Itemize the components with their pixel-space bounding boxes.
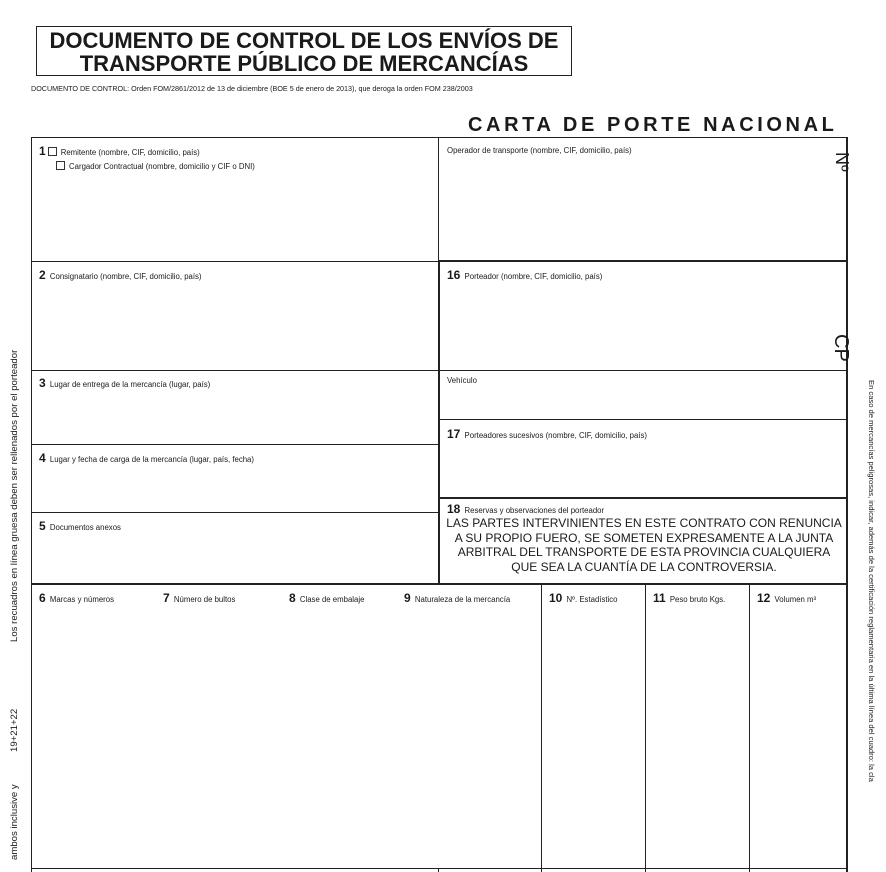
col-9-naturaleza: 9 Naturaleza de la mercancía — [404, 591, 511, 605]
clause-line: QUE SEA LA CUANTÍA DE LA CONTROVERSIA. — [511, 559, 777, 574]
field-3-lugar-entrega: 3 Lugar de entrega de la mercancía (lugar, país) — [39, 376, 211, 390]
field-1-remitente: 1 Remitente (nombre, CIF, domicilio, país) — [39, 144, 200, 158]
arbitration-clause — [446, 516, 842, 574]
field-18-reservas: 18 Reservas y observaciones del porteador — [447, 502, 605, 516]
col-12-volumen: 12 Volumen m³ — [757, 591, 817, 605]
left-side-note-2: ambos inclusive y — [9, 784, 20, 860]
title-line-2: TRANSPORTE PÚBLICO DE MERCANCÍAS — [79, 51, 529, 76]
col-11-peso: 11 Peso bruto Kgs. — [653, 591, 726, 605]
field-2-consignatario: 2 Consignatario (nombre, CIF, domicilio, país) — [39, 268, 202, 282]
cp-mark: CP — [830, 334, 852, 362]
carta-de-porte-heading: CARTA DE PORTE NACIONAL — [468, 114, 838, 136]
left-side-ref: 19+21+22 — [9, 708, 20, 752]
cargador-checkbox[interactable] — [56, 161, 65, 170]
clause-line: ARBITRAL DEL TRANSPORTE DE ESTA PROVINCIA CUALQUIERA — [457, 545, 831, 559]
title-line-1: DOCUMENTO DE CONTROL DE LOS ENVÍOS DE — [49, 28, 559, 53]
numero-mark: Nº — [832, 152, 852, 172]
vehiculo-label: Vehículo — [447, 376, 477, 385]
field-4-lugar-carga: 4 Lugar y fecha de carga de la mercancía (lugar, país, fecha) — [39, 451, 254, 465]
clause-line: LAS PARTES INTERVINIENTES EN ESTE CONTRATO CON RENUNCIA — [446, 516, 842, 530]
clause-line: A SU PROPIO FUERO, SE SOMETEN EXPRESAMENTE A LA JUNTA — [454, 530, 834, 545]
left-side-note: Los recuadros en línea gruesa deben ser rellenados por el porteador — [9, 349, 20, 642]
right-side-note: En caso de mercancías peligrosas, indicar, además de la certificación reglamentaria en la última línea del cuadro: la cla — [867, 380, 876, 782]
field-5-documentos-anexos: 5 Documentos anexos — [39, 519, 121, 533]
col-8-embalaje: 8 Clase de embalaje — [289, 591, 365, 605]
col-6-marcas: 6 Marcas y números — [39, 591, 114, 605]
field-1-cargador: Cargador Contractual (nombre, domicilio y CIF o DNI) — [56, 161, 255, 171]
legal-reference: DOCUMENTO DE CONTROL: Orden FOM/2861/2012 de 13 de diciembre (BOE 5 de enero de 2013), que deroga la orden FOM 238/2003 — [31, 84, 473, 93]
field-16-porteador: 16 Porteador (nombre, CIF, domicilio, país) — [447, 268, 603, 282]
remitente-checkbox[interactable] — [48, 147, 57, 156]
col-10-estadistico: 10 Nº. Estadístico — [549, 591, 618, 605]
field-17-porteadores-sucesivos: 17 Porteadores sucesivos (nombre, CIF, domicilio, país) — [447, 427, 647, 441]
operador-label: Operador de transporte (nombre, CIF, domicilio, país) — [447, 146, 632, 155]
col-7-bultos: 7 Número de bultos — [163, 591, 236, 605]
document-title — [36, 26, 572, 76]
